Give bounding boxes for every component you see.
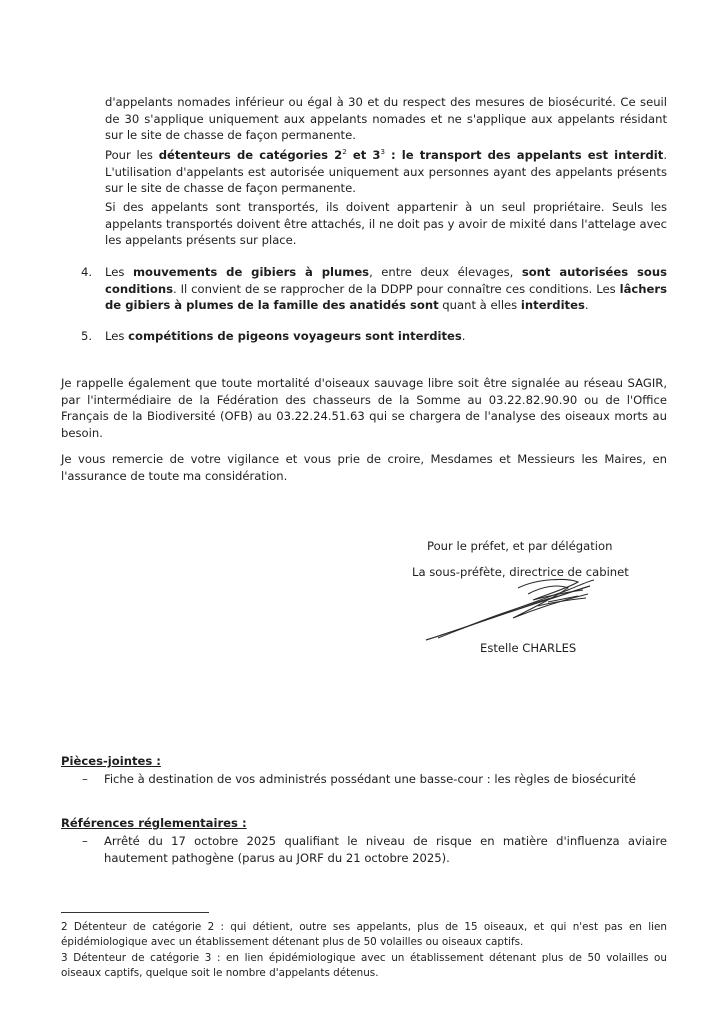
signature-title: La sous-préfète, directrice de cabinet bbox=[412, 565, 629, 579]
bold-run: compétitions de pigeons voyageurs sont interdites bbox=[128, 329, 462, 343]
paragraph-transport: Si des appelants sont transportés, ils doivent appartenir à un seul propriétaire. Seuls les appelants transportés doivent être attachés, il ne doit pas y avoir de mixité dans l'attelage avec les appelants présents sur place. bbox=[105, 200, 667, 248]
signature-delegation: Pour le préfet, et par délégation bbox=[427, 539, 613, 553]
text-run: . L'utilisation d'appelants est autorisée uniquement aux personnes ayant des appelants présents sur le site de chasse de façon permanente. bbox=[105, 148, 667, 196]
paragraph-closing: Je vous remercie de votre vigilance et vous prie de croire, Mesdames et Messieurs les Maires, en l'assurance de toute ma considération. bbox=[61, 452, 667, 483]
bold-run: sont autorisées sous conditions bbox=[105, 265, 667, 296]
paragraph-seuil: d'appelants nomades inférieur ou égal à 30 et du respect des mesures de biosécurité. Ce seuil de 30 s'applique uniquement aux appelants nomades et ne s'applique aux appelants résidant sur le site de chasse de façon permanente. bbox=[105, 95, 667, 143]
text-run: . bbox=[461, 329, 466, 343]
list-item-4 bbox=[105, 264, 667, 314]
text-run: . bbox=[584, 298, 589, 313]
list-number-5: 5. bbox=[81, 329, 93, 343]
bold-run: lâchers de gibiers à plumes de la famille des anatidés sont bbox=[105, 281, 667, 313]
text-run: . Il convient de se rapprocher de la DDPP pour connaître ces conditions. Les bbox=[173, 281, 620, 296]
list-item-5 bbox=[105, 328, 667, 345]
list-dash: – bbox=[82, 772, 88, 786]
list-dash: – bbox=[82, 834, 88, 848]
reference-item: Arrêté du 17 octobre 2025 qualifiant le niveau de risque en matière d'influenza aviaire hautement pathogène (parus au JORF du 21 octobre 2025). bbox=[104, 834, 667, 865]
references-heading: Références réglementaires : bbox=[61, 816, 247, 830]
bold-run: : le transport des appelants est interdit bbox=[384, 148, 664, 162]
text-run: Les bbox=[105, 329, 129, 343]
footnote-ref-2: 2 bbox=[342, 148, 347, 156]
footnote-ref-3: 3 bbox=[380, 148, 385, 156]
bold-run: mouvements de gibiers à plumes bbox=[132, 265, 370, 279]
attachments-heading: Pièces-jointes : bbox=[61, 754, 161, 768]
text-run: , entre deux élevages, bbox=[369, 265, 522, 279]
attachment-item: Fiche à destination de vos administrés possédant une basse-cour : les règles de biosécurité bbox=[104, 772, 636, 786]
footnote-3: 3 Détenteur de catégorie 3 : en lien épidémiologique avec un établissement détenant plus de 50 volailles ou oiseaux captifs, quelque soit le nombre d'appelants détenus. bbox=[61, 952, 667, 979]
bold-run: détenteurs de catégories 2 bbox=[158, 148, 343, 162]
footnote-2: 2 Détenteur de catégorie 2 : qui détient, outre ses appelants, plus de 15 oiseaux, et qui n'est pas en lien épidémiologique avec un établissement détenant plus de 50 volailles ou oiseaux captifs. bbox=[61, 921, 667, 948]
list-number-4: 4. bbox=[81, 265, 93, 279]
paragraph-sagir: Je rappelle également que toute mortalité d'oiseaux sauvage libre soit être signalée au réseau SAGIR, par l'intermédiaire de la Fédération des chasseurs de la Somme au 03.22.82.90.90 ou de l'Office Français de la Biodiversité (OFB) au 03.22.24.51.63 qui se chargera de l'analyse des oiseaux morts au besoin. bbox=[61, 376, 667, 440]
bold-run: interdites bbox=[520, 298, 585, 313]
paragraph-categories bbox=[105, 147, 667, 197]
bold-run: et 3 bbox=[346, 148, 381, 162]
handwritten-signature bbox=[418, 572, 608, 648]
signatory-name: Estelle CHARLES bbox=[480, 641, 577, 655]
footnote-separator bbox=[61, 912, 209, 913]
text-run: Les bbox=[105, 265, 133, 279]
text-run: quant à elles bbox=[438, 298, 521, 313]
text-run: Pour les bbox=[105, 148, 159, 162]
